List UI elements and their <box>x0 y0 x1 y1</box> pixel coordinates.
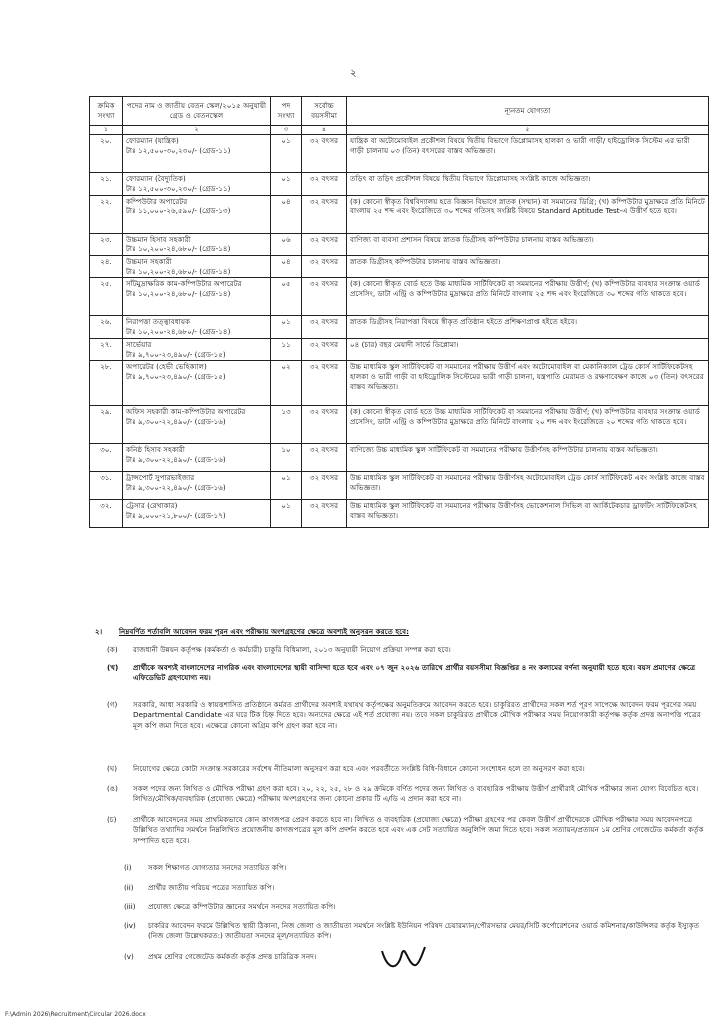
table-row <box>90 173 709 195</box>
qualification: (ক) কোনো স্বীকৃত বোর্ড হতে উচ্চ মাধ্যমিক সার্টিফিকেট বা সমমানের পরীক্ষায় উত্তীর্ণ; (খ) কম্পিউটার ব্যবহার সংক্রান্ত ওয়ার্ড প্রসেসিং, ডাটা এন্ট্রি ও কম্পিউটার মুদ্রাক্ষরে প্রতি মিনিটে বাংলায় ২০ শব্দ এবং ইংরেজিতে ২০ শব্দের গতি থাকতে হবে। <box>347 406 709 444</box>
post-count: ১৩ <box>271 406 302 444</box>
qualification: (ক) কোনো স্বীকৃত বিশ্ববিদ্যালয় হতে বিজ্ঞান বিভাগে স্নাতক (সম্মান) বা সমমানের ডিগ্রি; (খ) কম্পিউটার মুদ্রাক্ষরে প্রতি মিনিটে বাংলায় ২৫ শব্দ এবং ইংরেজিতে ৩০ শব্দের গতিসহ সংশ্লিষ্ট বিষয়ে Standard Aptitude Test-এ উত্তীর্ণ হতে হবে। <box>347 195 709 233</box>
max-age: ৩২ বৎসর <box>302 255 347 277</box>
qualification: স্নাতক ডিগ্রীসহ কম্পিউটার চালনায় বাস্তব অভিজ্ঞতা। <box>347 255 709 277</box>
column-header: ক্রমিক সংখ্যা <box>90 97 123 126</box>
post-name: উচ্চমান হিসাব সহকারী <box>126 234 191 244</box>
serial-number: ২৯. <box>90 406 123 444</box>
post-cell <box>123 255 271 277</box>
condition-label: (ঘ) <box>107 764 118 773</box>
max-age: ৩২ বৎসর <box>302 173 347 195</box>
qualification: উচ্চ মাধ্যমিক স্কুল সার্টিফিকেট বা সমমানের পরীক্ষায় উত্তীর্ণ এবং অটোমোবাইল বা মেকানিক্যাল ট্রেড কোর্স সার্টিফিকেটসহ হালকা ও ভারী গাড়ী বা হাইড্রোলিক সিস্টেমের ভারী গাড়ী চালনা, যন্ত্রপাতি মেরামত ও রক্ষণাবেক্ষণ কাজে ০৩ (তিন) বৎসরের বাস্তব অভিজ্ঞতা। <box>347 361 709 406</box>
table-row <box>90 444 709 472</box>
subitem-text: প্রযোজ্য ক্ষেত্রে কম্পিউটার জ্ঞানের সমর্থনে সনদের সত্যায়িত কপি। <box>148 902 336 911</box>
post-cell <box>123 500 271 528</box>
post-cell <box>123 195 271 233</box>
post-cell <box>123 135 271 173</box>
pay-scale: টাঃ ১২,৫০০-৩০,২৩০/- (গ্রেড-১১) <box>126 145 231 155</box>
serial-number: ২০. <box>90 135 123 173</box>
pay-scale: টাঃ ৯,৩০০-২২,৪৯০/- (গ্রেড-১৬) <box>126 455 226 464</box>
subitem-label: (i) <box>124 863 132 872</box>
max-age: ৩২ বৎসর <box>302 472 347 500</box>
subitem-label: (iv) <box>124 921 136 930</box>
post-name: ট্রেসার (রেখাকার) <box>126 501 178 511</box>
pay-scale: টাঃ ৯,৩০০-২২,৪৯০/- (গ্রেড-১৬) <box>126 483 226 492</box>
column-index: ২ <box>123 126 271 135</box>
post-cell <box>123 233 271 255</box>
table-row <box>90 233 709 255</box>
max-age: ৩২ বৎসর <box>302 135 347 173</box>
post-cell <box>123 173 271 195</box>
post-count: ০৪ <box>271 255 302 277</box>
post-count: ০১ <box>271 472 302 500</box>
qualification: বাণিজ্যে উচ্চ মাধ্যমিক স্কুল সার্টিফিকেট বা সমমানের পরীক্ষায় উত্তীর্ণসহ কম্পিউটার চালনায় বাস্তব অভিজ্ঞতা। <box>347 444 709 472</box>
post-count: ০১ <box>271 500 302 528</box>
page-number: ২ <box>350 68 357 79</box>
pay-scale: টাঃ ৯,৭০০-২৩,৪৯০/- (গ্রেড-১৫) <box>126 372 226 381</box>
section-number: ২। <box>95 627 103 636</box>
post-name: অফিস সহকারী কাম-কম্পিউটার অপারেটর <box>126 407 246 417</box>
post-name: সাঁটমুদ্রাক্ষরিক কাম-কম্পিউটার অপারেটর <box>126 279 242 289</box>
condition-label: (চ) <box>107 815 117 824</box>
post-count: ১১ <box>271 338 302 360</box>
table-row <box>90 361 709 406</box>
post-count: ০৪ <box>271 195 302 233</box>
post-cell <box>123 361 271 406</box>
max-age: ৩২ বৎসর <box>302 500 347 528</box>
pay-scale: টাঃ ১১,০০০-২৬,৫৯০/- (গ্রেড-১৩) <box>126 206 231 216</box>
max-age: ৩২ বৎসর <box>302 233 347 255</box>
column-index: ১ <box>90 126 123 135</box>
post-name: সার্ভেয়ার <box>126 339 152 349</box>
condition-label: (গ) <box>107 700 118 709</box>
serial-number: ২৬. <box>90 316 123 338</box>
post-count: ০৫ <box>271 278 302 316</box>
subitem-text: প্রথম শ্রেণির গেজেটেড কর্মকর্তা কর্তৃক প্রদত্ত চারিত্রিক সনদ। <box>148 952 317 961</box>
serial-number: ২৪. <box>90 255 123 277</box>
qualification-table <box>89 96 709 528</box>
post-name: কম্পিউটার অপারেটর <box>126 196 188 206</box>
qualification: (ক) কোনো স্বীকৃত বোর্ড হতে উচ্চ মাধ্যমিক সার্টিফিকেট বা সমমানের পরীক্ষায় উত্তীর্ণ; (খ) কম্পিউটার ব্যবহার সংক্রান্ত ওয়ার্ড প্রসেসিং, ডাটা এন্ট্রি ও কম্পিউটার মুদ্রাক্ষরে প্রতি মিনিটে বাংলায় ২৫ শব্দ এবং ইংরেজিতে ৩০ শব্দের গতি থাকতে হবে। <box>347 278 709 316</box>
condition-text: রাজধানী উন্নয়ন কর্তৃপক্ষ (কর্মকর্তা ও কর্মচারী) চাকুরি বিধিমালা, ২০১৩ অনুযায়ী নিয়োগ প্রক্রিয়া সম্পন্ন করা হবে। <box>133 645 451 654</box>
condition-text: নিয়োগের ক্ষেত্রে কোটা সংক্রান্ত সরকারের সর্বশেষ নীতিমালা অনুসরণ করা হবে এবং পরবর্তীতে সংশ্লিষ্ট বিধি-বিধানে কোনো সংশোধন হলে তা অনুসরণ করা হবে। <box>133 764 585 773</box>
max-age: ৩২ বৎসর <box>302 361 347 406</box>
post-count: ০১ <box>271 316 302 338</box>
subitem-label: (ii) <box>124 883 134 892</box>
column-header: ন্যূনতম যোগ্যতা <box>347 97 709 126</box>
serial-number: ২১. <box>90 173 123 195</box>
max-age: ৩২ বৎসর <box>302 195 347 233</box>
qualification: স্নাতক ডিগ্রীসহ নিরাপত্তা বিষয়ে স্বীকৃত প্রতিষ্ঠান হইতে প্রশিক্ষণপ্রাপ্ত হইতে হইবে। <box>347 316 709 338</box>
post-name: অপারেটর (হেভী ভেহিক্যাল) <box>126 362 207 372</box>
table-row <box>90 338 709 360</box>
qualification: যান্ত্রিক বা অটোমোবাইল প্রকৌশল বিষয়ে দ্বিতীয় বিভাগে ডিপ্লোমাসহ হালকা ও ভারী গাড়ী/ হাইড্রোলিক সিস্টেম এর ভারী গাড়ী চালনায় ০৩ (তিন) বৎসরের বাস্তব অভিজ্ঞতা। <box>347 135 709 173</box>
serial-number: ২৮. <box>90 361 123 406</box>
serial-number: ২৭. <box>90 338 123 360</box>
pay-scale: টাঃ ১০,২০০-২৪,৬৮০/- (গ্রেড-১৪) <box>126 289 231 299</box>
max-age: ৩২ বৎসর <box>302 278 347 316</box>
table-row <box>90 135 709 173</box>
pay-scale: টাঃ ৯,০০০-২১,৮০০/- (গ্রেড-১৭) <box>126 511 226 520</box>
qualification: উচ্চ মাধ্যমিক স্কুল সার্টিফিকেট বা সমমানের পরীক্ষায় উত্তীর্ণসহ ভোকেশনাল সিভিল বা আর্কিটেকচার ড্রাফটিং সার্টিফিকেটসহ বাস্তব অভিজ্ঞতা। <box>347 500 709 528</box>
table-row <box>90 500 709 528</box>
condition-text: সকল পদের জন্য লিখিত ও মৌখিক পরীক্ষা গ্রহণ করা হবে। ২০, ২২, ২৫, ২৮ ও ২৯ ক্রমিকে বর্ণিত পদের জন্য লিখিত ও ব্যবহারিক পরীক্ষায় উত্তীর্ণ প্রার্থীরাই মৌখিক পরীক্ষার জন্য যোগ্য বিবেচিত হবে। লিখিত/মৌখিক/ব্যবহারিক (প্রযোজ্য ক্ষেত্রে) পরীক্ষায় অংশগ্রহণের জন্য কোনো প্রকার টি এ/ডি এ প্রদান করা হবে না। <box>133 784 699 804</box>
post-cell <box>123 338 271 360</box>
column-index: ৩ <box>271 126 302 135</box>
post-name: ট্রান্সপোর্ট সুপারভাইজার <box>126 473 195 483</box>
post-count: ১০ <box>271 444 302 472</box>
condition-text: প্রার্থীকে আবেদনের সময় প্রাথমিকভাবে কোন কাগজপত্র প্রেরণ করতে হবে না। লিখিত ও ব্যবহারিক (প্রযোজ্য ক্ষেত্রে) পরীক্ষা গ্রহণের পর কেবল উত্তীর্ণ প্রার্থীদেরকে মৌখিক পরীক্ষার সময় আবেদনপত্রে উল্লিখিত তথ্যাদির সমর্থনে নিম্নলিখিত প্রয়োজনীয় কাগজপত্রের মূল কপি প্রদর্শন করতে হবে এবং এক সেট সত্যায়িত অনুলিপি জমা দিতে হবে। সকল সত্যায়ন/প্রত্যয়ন ১ম শ্রেণির গেজেটেড কর্মকর্তা কর্তৃক সম্পাদিত হতে হবে। <box>133 815 704 845</box>
serial-number: ৩১. <box>90 472 123 500</box>
pay-scale: টাঃ ৯,৭০০-২৩,৪৯০/- (গ্রেড-১৫) <box>126 349 226 359</box>
post-name: ফোরম্যান (বৈদ্যুতিক) <box>126 174 186 184</box>
column-index: ৪ <box>302 126 347 135</box>
serial-number: ২৩. <box>90 233 123 255</box>
pay-scale: টাঃ ৯,৩০০-২২,৪৯০/- (গ্রেড-১৬) <box>126 417 226 426</box>
column-index: ৫ <box>347 126 709 135</box>
serial-number: ৩০. <box>90 444 123 472</box>
post-cell <box>123 316 271 338</box>
post-count: ০৬ <box>271 233 302 255</box>
post-count: ০১ <box>271 173 302 195</box>
column-header: সর্বোচ্চ বয়সসীমা <box>302 97 347 126</box>
table-row <box>90 472 709 500</box>
pay-scale: টাঃ ১০,২০০-২৪,৬৮০/- (গ্রেড-১৪) <box>126 327 231 337</box>
subitem-label: (v) <box>124 952 134 961</box>
handwritten-signature <box>378 943 428 973</box>
post-count: ০২ <box>271 361 302 406</box>
table-row <box>90 255 709 277</box>
max-age: ৩২ বৎসর <box>302 406 347 444</box>
subitem-text: প্রার্থীর জাতীয় পরিচয় পত্রের সত্যায়িত কপি। <box>148 883 275 892</box>
pay-scale: টাঃ ১০,২০০-২৪,৬৮০/- (গ্রেড-১৪) <box>126 244 231 254</box>
condition-text: সরকারি, আধা সরকারি ও স্বায়ত্তশাসিত প্রতিষ্ঠানে কর্মরত প্রার্থীদের অবশ্যই যথাযথ কর্তৃপক্ষের অনুমতিক্রমে আবেদন করতে হবে। চাকুরিরত প্রার্থীদের সকল শর্ত পূরণ সাপেক্ষে আবেদন ফরম পূরণের সময় Departmental Candidate এর ঘরে টিক চিহ্ন দিতে হবে। অন্যদের ক্ষেত্রে এই শর্ত প্রযোজ্য নয়। তবে সকল চাকুরিরত প্রার্থীকে মৌখিক পরীক্ষার সময় নিয়োগকারী কর্তৃপক্ষ কর্তৃক প্রদত্ত অনাপত্তি পত্রের মূল কপি জমা দিতে হবে। এক্ষেত্রে কোনো অগ্রিম কপি গ্রহণ করা হবে না। <box>133 700 701 730</box>
post-name: ফোরম্যান (যান্ত্রিক) <box>126 136 179 146</box>
post-cell <box>123 278 271 316</box>
table-row <box>90 195 709 233</box>
table-row <box>90 406 709 444</box>
subitem-label: (iii) <box>124 902 136 911</box>
serial-number: ২২. <box>90 195 123 233</box>
post-count: ০১ <box>271 135 302 173</box>
post-name: নিরাপত্তা তত্ত্বাবধায়ক <box>126 317 191 327</box>
condition-label: (ঙ) <box>107 784 118 793</box>
table-body <box>90 135 709 528</box>
subitem-text: সকল শিক্ষাগত যোগ্যতার সনদের সত্যায়িত কপি। <box>148 863 287 872</box>
serial-number: ২৫. <box>90 278 123 316</box>
section-title: নিম্নবর্ণিত শর্তাবলি আবেদন ফরম পূরন এবং পরীক্ষায় অংশগ্রহণের ক্ষেত্রে অবশ্যই অনুসরন করতে হবে: <box>119 627 409 636</box>
table-index-row <box>90 126 709 135</box>
qualification: উচ্চ মাধ্যমিক স্কুল সার্টিফিকেট বা সমমানের পরীক্ষায় উত্তীর্ণসহ অটোমোবাইল ট্রেড কোর্স সার্টিফিকেট এবং সংশ্লিষ্ট কাজে বাস্তব অভিজ্ঞতা। <box>347 472 709 500</box>
pay-scale: টাঃ ১২,৫০০-৩০,২৩০/- (গ্রেড-১১) <box>126 183 231 193</box>
column-header: পদের নাম ও জাতীয় বেতন স্কেল/২০১৫ অনুযায়ী গ্রেড ও বেতনস্কেল <box>123 97 271 126</box>
qualification: বাণিজ্য বা ব্যবসা প্রশাসন বিষয়ে স্নাতক ডিগ্রীসহ কম্পিউটার চালনায় বাস্তব অভিজ্ঞতা। <box>347 233 709 255</box>
post-cell <box>123 406 271 444</box>
max-age: ৩২ বৎসর <box>302 444 347 472</box>
condition-label: (ক) <box>107 645 118 654</box>
qualification: ০৪ (চার) বছর মেয়াদী সার্ভে ডিপ্লোমা। <box>347 338 709 360</box>
column-header: পদ সংখ্যা <box>271 97 302 126</box>
post-cell <box>123 444 271 472</box>
condition-label: (খ) <box>107 663 119 672</box>
pay-scale: টাঃ ১০,২০০-২৪,৬৮০/- (গ্রেড-১৪) <box>126 266 231 276</box>
subitem-text: চাকরির আবেদন ফরমে উল্লিখিত স্থায়ী ঠিকানা, নিজ জেলা ও জাতীয়তা সমর্থনে সংশ্লিষ্ট ইউনিয়ন পরিষদ চেয়ারম্যান/পৌরসভার মেয়র/সিটি কর্পোরেশনের ওয়ার্ড কমিশনার/কাউন্সিলর কর্তৃক ইস্যুকৃত (নিজ জেলা উল্লেখকরত:) জাতীয়তা সনদের মূল/সত্যায়িত কপি। <box>148 921 700 941</box>
table-row <box>90 278 709 316</box>
post-cell <box>123 472 271 500</box>
table-row <box>90 316 709 338</box>
max-age: ৩২ বৎসর <box>302 338 347 360</box>
post-name: উচ্চমান সহকারী <box>126 256 172 266</box>
post-name: কনিষ্ঠ হিসাব সহকারী <box>126 445 185 455</box>
qualification: তড়িৎ বা তড়িৎ প্রকৌশল বিষয়ে দ্বিতীয় বিভাগে ডিপ্লোমাসহ সংশ্লিষ্ট কাজে অভিজ্ঞতা। <box>347 173 709 195</box>
file-path-footer: F:\Admin 2026\Recruitment\Circular 2026.docx <box>5 1011 146 1018</box>
serial-number: ৩২. <box>90 500 123 528</box>
table-header-row <box>90 97 709 126</box>
max-age: ৩২ বৎসর <box>302 316 347 338</box>
condition-text: প্রার্থীকে অবশ্যই বাংলাদেশের নাগরিক এবং বাংলাদেশের স্থায়ী বাসিন্দা হতে হবে এবং ০৭ জুন ২০২৬ তারিখে প্রার্থীর বয়সসীমা বিজ্ঞপ্তির ৪ নং কলামের বর্ণনা অনুযায়ী হতে হবে। বয়স প্রমাণের ক্ষেত্রে এফিডেভিট গ্রহণযোগ্য নয়। <box>133 663 696 683</box>
